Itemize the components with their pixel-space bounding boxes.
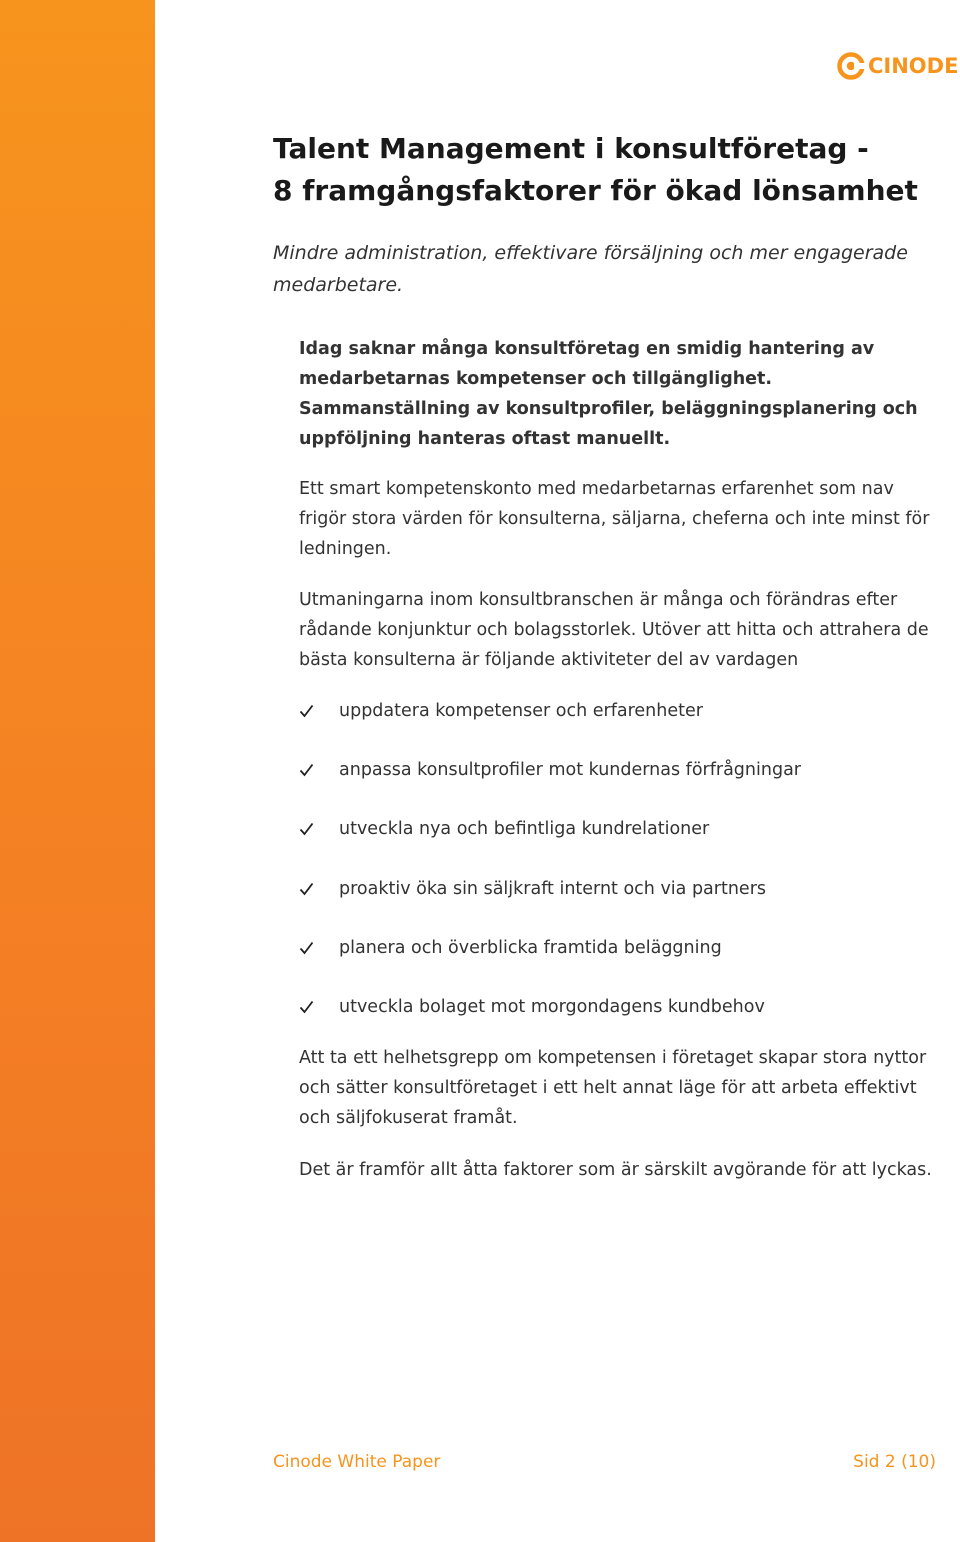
paragraph-faktorer: Det är framför allt åtta faktorer som är särskilt avgörande för att lyckas. <box>299 1160 932 1180</box>
list-item-text: uppdatera kompetenser och erfarenheter <box>339 701 703 721</box>
footer-page-number: Sid 2 (10) <box>853 1452 936 1472</box>
list-item <box>299 989 939 1048</box>
checkmark-icon <box>299 811 339 847</box>
title-line-1: Talent Management i konsultföretag - <box>273 132 869 165</box>
checkmark-icon <box>299 871 339 907</box>
list-item <box>299 871 939 930</box>
checkmark-icon <box>299 752 339 788</box>
paragraph-utmaningar: Utmaningarna inom konsultbranschen är många och förändras efter rådande konjunktur och bolagsstorlek. Utöver att hitta och attrahera de bästa konsulterna är följande aktiviteter del av vardagen <box>299 590 929 670</box>
lead-paragraph: Idag saknar många konsultföretag en smidig hantering av medarbetarnas kompetenser och tillgänglighet. Sammanställning av konsultprofiler, beläggningsplanering och uppföljning hanteras oftast manuellt. <box>299 339 918 449</box>
list-item-text: utveckla bolaget mot morgondagens kundbehov <box>339 996 765 1017</box>
list-item <box>299 693 939 752</box>
paragraph-helhetsgrepp: Att ta ett helhetsgrepp om kompetensen i företaget skapar stora nyttor och sätter konsultföretaget i ett helt annat läge för att arbeta effektivt och säljfokuserat framåt. <box>299 1048 927 1128</box>
list-item-text: proaktiv öka sin säljkraft internt och via partners <box>339 878 767 899</box>
footer-document-name: Cinode White Paper <box>273 1452 441 1472</box>
title-line-2: 8 framgångsfaktorer för ökad lönsamhet <box>273 174 918 207</box>
list-item-text: anpassa konsultprofiler mot kundernas förfrågningar <box>339 760 801 781</box>
logo-text: CINODE <box>868 54 959 78</box>
orange-side-bar <box>0 0 155 1542</box>
activity-checklist <box>299 693 939 1048</box>
checkmark-icon <box>299 930 339 966</box>
list-item-text: utveckla nya och befintliga kundrelationer <box>339 819 710 840</box>
list-item <box>299 811 939 870</box>
list-item-text: planera och överblicka framtida beläggning <box>339 937 722 958</box>
page-title <box>273 128 933 212</box>
list-item <box>299 930 939 989</box>
checkmark-icon <box>299 989 339 1025</box>
cinode-c-logo-icon <box>837 52 865 80</box>
list-item <box>299 752 939 811</box>
checkmark-icon <box>299 693 339 729</box>
paragraph-kompetenskonto: Ett smart kompetenskonto med medarbetarnas erfarenhet som nav frigör stora värden för konsulterna, säljarna, cheferna och inte minst för ledningen. <box>299 479 930 559</box>
cinode-logo <box>837 52 958 80</box>
subtitle: Mindre administration, effektivare försäljning och mer engagerade medarbetare. <box>273 242 908 296</box>
